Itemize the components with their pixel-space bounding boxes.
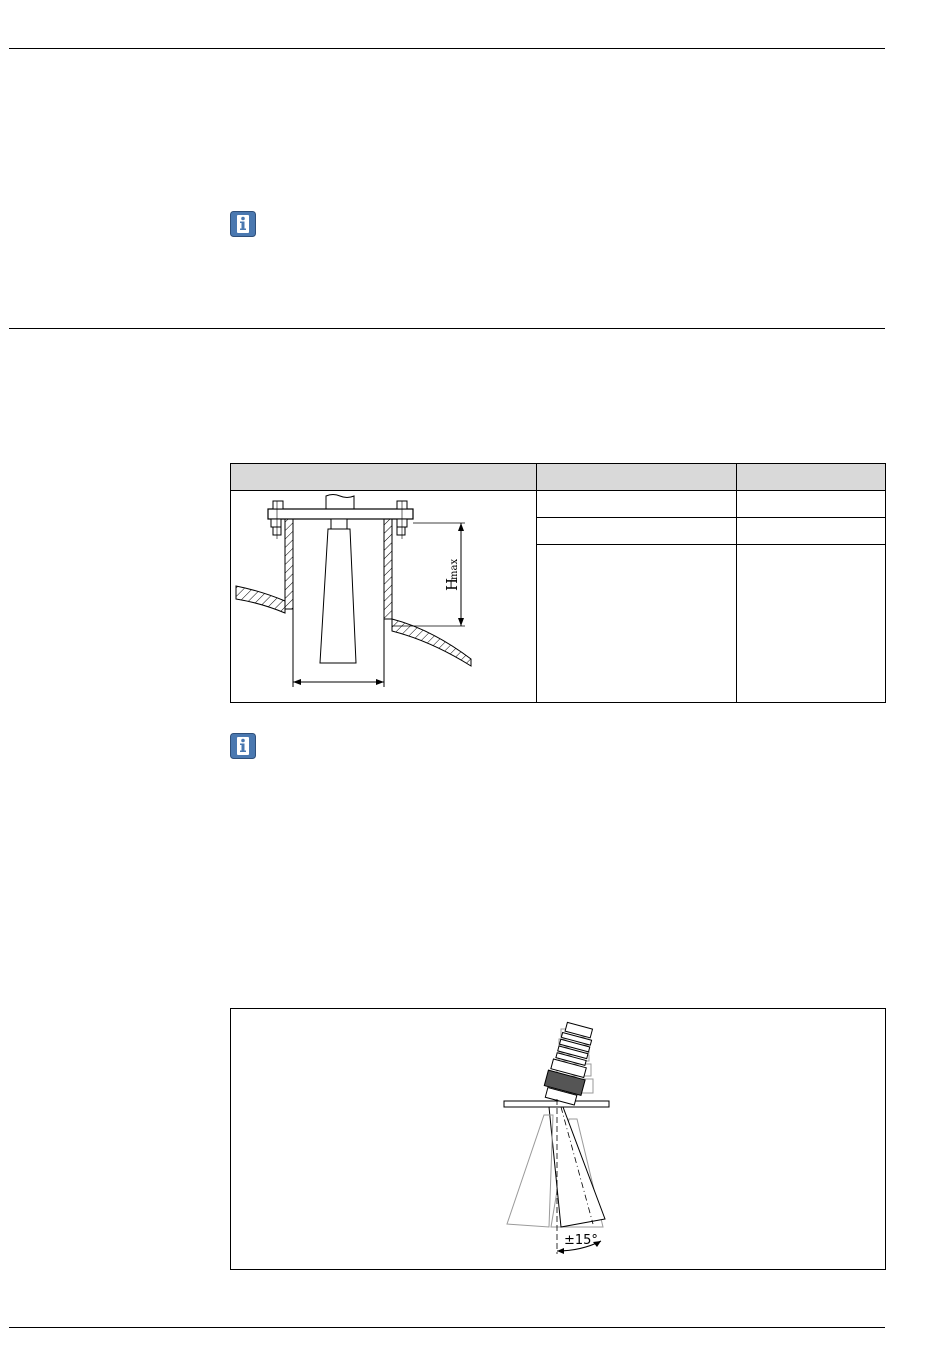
table-header-cell — [737, 464, 886, 491]
table-cell — [737, 518, 886, 545]
info-icon — [230, 211, 256, 237]
section-rule — [9, 328, 885, 329]
tilt-figure-frame — [230, 1008, 886, 1270]
tilt-angle-label: ±15° — [564, 1233, 598, 1248]
antenna-nozzle-table — [230, 463, 886, 703]
nozzle-figure-cell — [231, 491, 537, 703]
table-row — [231, 491, 886, 518]
table-cell — [737, 491, 886, 518]
header-rule — [9, 48, 885, 49]
table-cell — [537, 491, 737, 518]
antenna-tilt-figure — [231, 1009, 885, 1269]
table-header-row — [231, 464, 886, 491]
info-icon — [230, 733, 256, 759]
table-cell — [537, 518, 737, 545]
hmax-label: H — [443, 577, 461, 591]
table-cell — [537, 545, 737, 703]
footer-rule — [9, 1327, 885, 1328]
table-header-cell — [231, 464, 537, 491]
nozzle-mounting-figure — [231, 491, 537, 697]
table-cell — [737, 545, 886, 703]
table-header-cell — [537, 464, 737, 491]
hmax-subscript: max — [449, 558, 460, 580]
